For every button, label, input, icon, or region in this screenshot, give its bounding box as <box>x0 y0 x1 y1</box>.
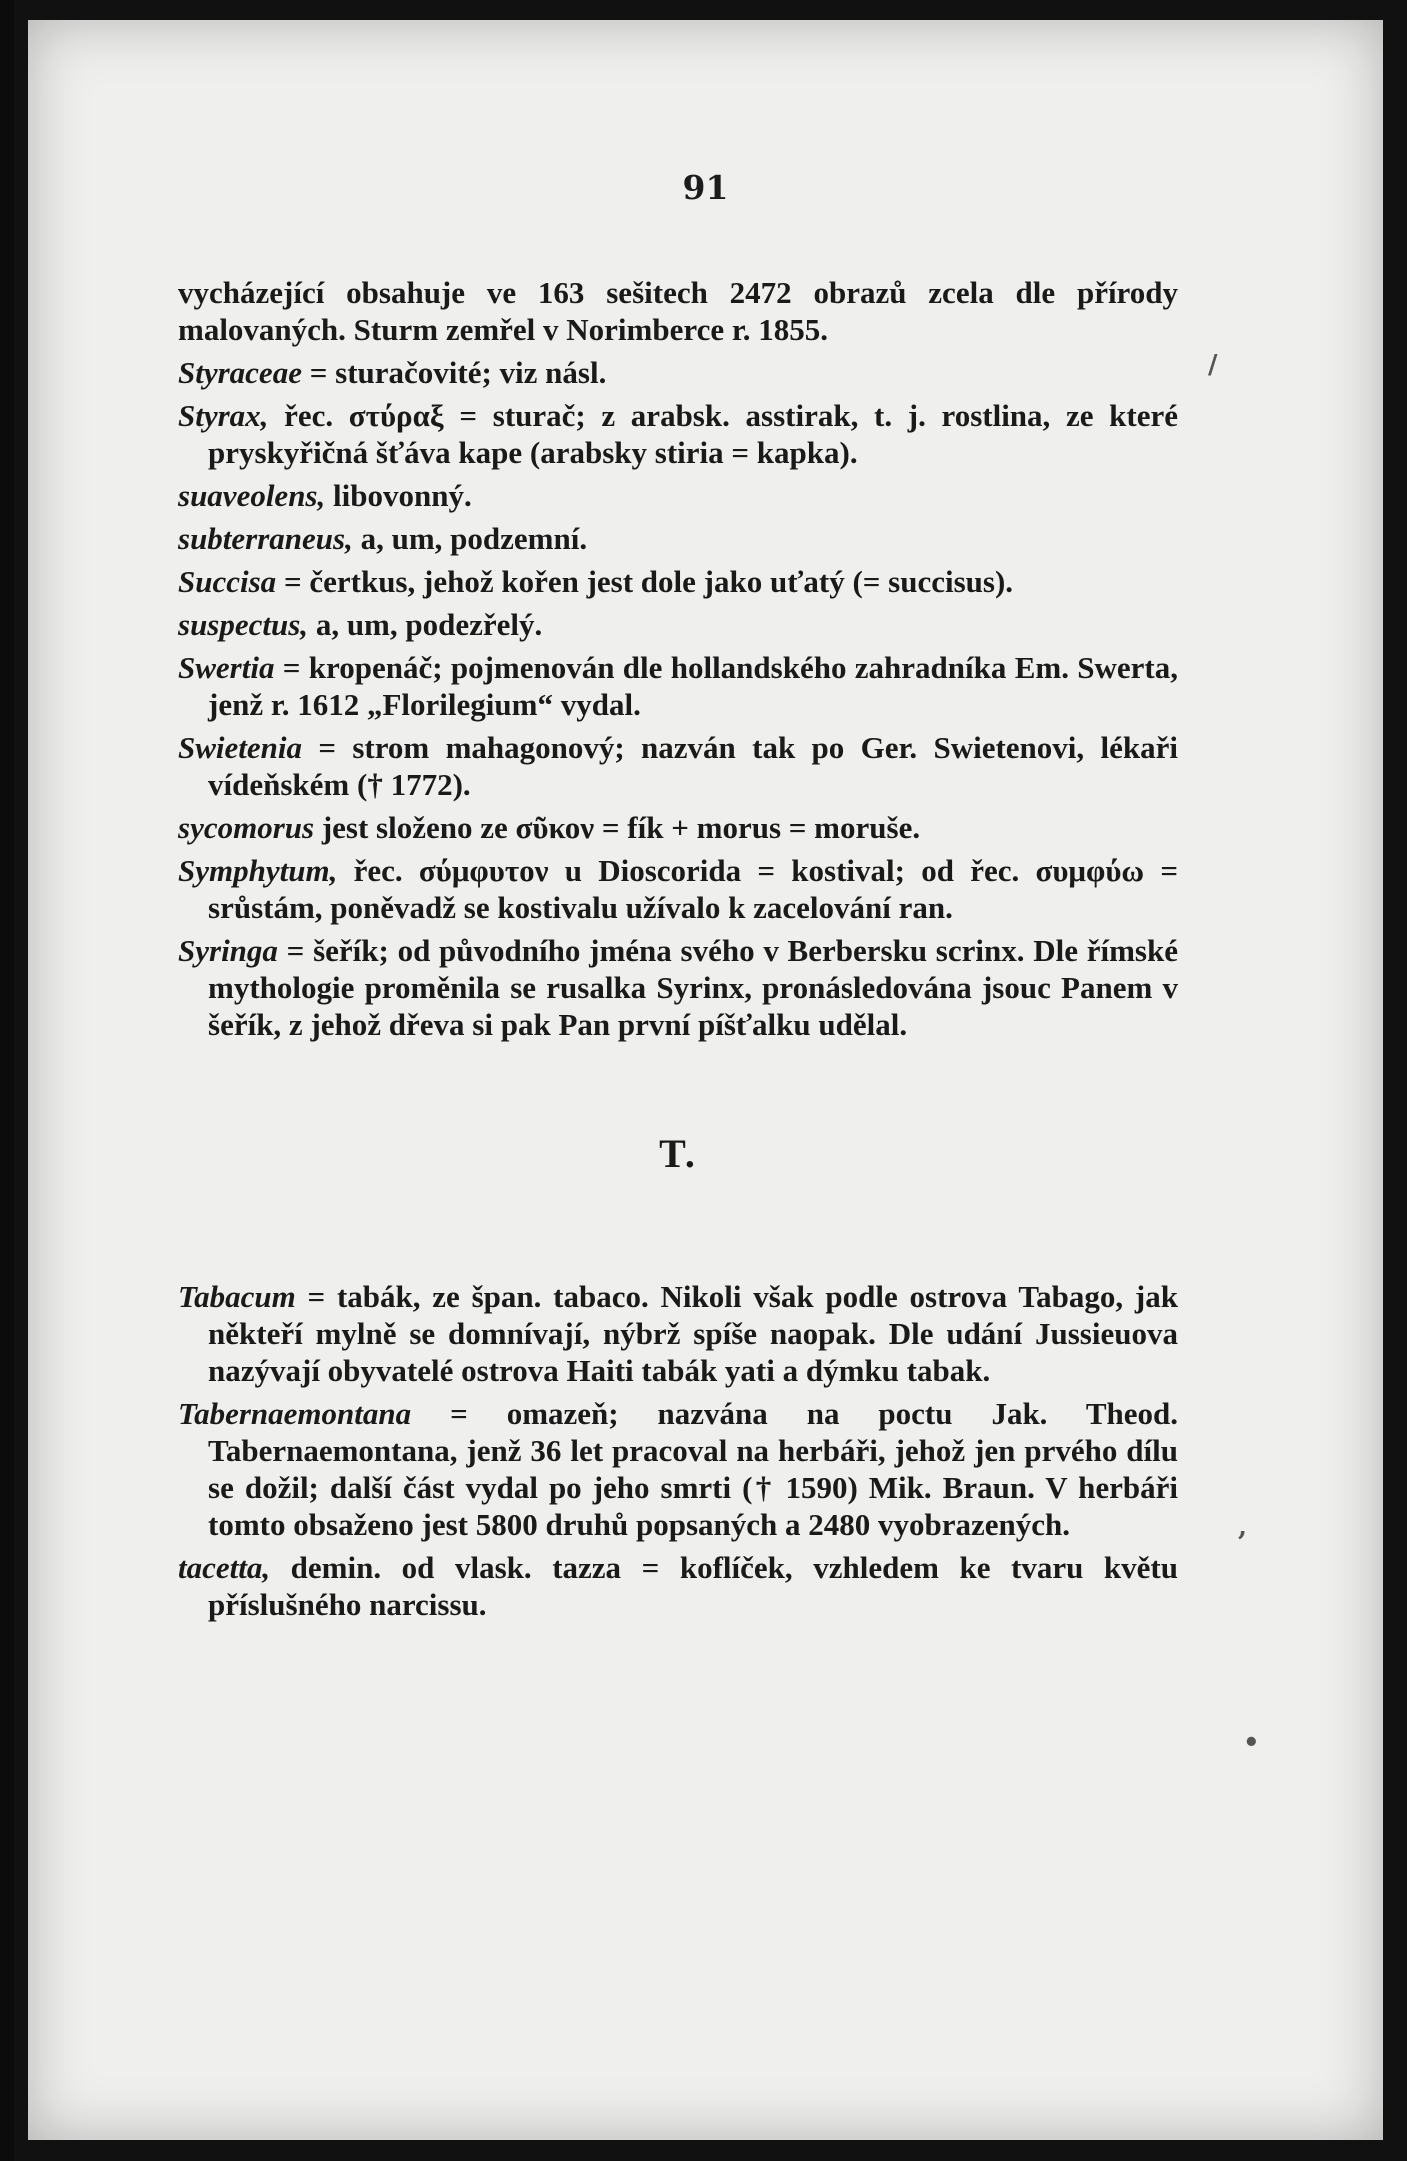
scan-edge <box>0 0 14 2161</box>
entry-headword: Swietenia <box>178 730 303 765</box>
dictionary-entry <box>178 397 1178 471</box>
entry-headword: Styraceae <box>178 355 302 390</box>
dictionary-entry <box>178 520 1178 557</box>
entry-text: = šeřík; od původního jména svého v Berbersku scrinx. Dle římské mythologie proměnila se rusalka Syrinx, pronásledována jsouc Panem v šeřík, z jehož dřeva si pak Pan první píšťalku udělal. <box>208 933 1178 1042</box>
entry-text: řec. στύραξ = sturač; z arabsk. asstirak, t. j. rostlina, ze které pryskyřičná šťáva kape (arabsky stiria = kapka). <box>208 398 1178 470</box>
entries-s <box>178 274 1178 1043</box>
dictionary-entry <box>178 274 1178 348</box>
margin-mark: • <box>1243 1728 1260 1758</box>
entry-headword: subterraneus, <box>178 521 353 556</box>
entry-text: demin. od vlask. tazza = koflíček, vzhledem ke tvaru květu příslušného narcissu. <box>208 1550 1178 1622</box>
dictionary-entry <box>178 932 1178 1043</box>
entry-text: vycházející obsahuje ve 163 sešitech 2472 obrazů zcela dle přírody malovaných. Sturm zemřel v Norimberce r. 1855. <box>178 275 1178 347</box>
entry-text: řec. σύμφυτον u Dioscorida = kostival; od řec. συμφύω = srůstám, poněvadž se kostivalu užívalo k zacelování ran. <box>208 853 1178 925</box>
margin-mark: / <box>1208 350 1218 380</box>
dictionary-entry <box>178 563 1178 600</box>
entry-text: jest složeno ze σῦκον = fík + morus = moruše. <box>314 810 921 845</box>
dictionary-entry <box>178 1278 1178 1389</box>
dictionary-entry <box>178 477 1178 514</box>
dictionary-entry <box>178 809 1178 846</box>
page-content <box>178 274 1178 1629</box>
dictionary-entry <box>178 852 1178 926</box>
entry-text: a, um, podezřelý. <box>308 607 543 642</box>
dictionary-entry <box>178 729 1178 803</box>
entry-headword: Tabernaemontana <box>178 1396 412 1431</box>
book-page <box>28 20 1383 2140</box>
entry-headword: Syringa <box>178 933 278 968</box>
entry-headword: tacetta, <box>178 1550 271 1585</box>
dictionary-entry <box>178 606 1178 643</box>
entry-headword: Styrax, <box>178 398 269 433</box>
entry-text: libovonný. <box>325 478 472 513</box>
dictionary-entry <box>178 354 1178 391</box>
dictionary-entry <box>178 649 1178 723</box>
entry-headword: sycomorus <box>178 810 315 845</box>
entry-text: = omazeň; nazvána na poctu Jak. Theod. Tabernaemontana, jenž 36 let pracoval na herbáři, jehož jen prvého dílu se dožil; další část vydal po jeho smrti († 1590) Mik. Braun. V herbáři tomto obsaženo jest 5800 druhů popsaných a 2480 vyobrazených. <box>208 1396 1178 1542</box>
entry-text: = tabák, ze špan. tabaco. Nikoli však podle ostrova Tabago, jak někteří mylně se domnívají, nýbrž spíše naopak. Dle udání Jussieuova nazývají obyvatelé ostrova Haiti tabák yati a dýmku tabak. <box>208 1279 1178 1388</box>
entry-headword: Succisa <box>178 564 277 599</box>
entry-text: = čertkus, jehož kořen jest dole jako uťatý (= succisus). <box>276 564 1014 599</box>
section-heading-t: T. <box>659 1131 697 1176</box>
entry-headword: Tabacum <box>178 1279 296 1314</box>
entry-text: = sturačovité; viz násl. <box>301 355 607 390</box>
dictionary-entry <box>178 1395 1178 1543</box>
page-number: 91 <box>682 168 729 207</box>
entry-text: a, um, podzemní. <box>352 521 588 556</box>
entries-t <box>178 1278 1178 1623</box>
entry-headword: suspectus, <box>178 607 309 642</box>
entry-text: = strom mahagonový; nazván tak po Ger. Swietenovi, lékaři vídeňském († 1772). <box>208 730 1178 802</box>
entry-headword: Swertia <box>178 650 275 685</box>
entry-text: = kropenáč; pojmenován dle hollandského zahradníka Em. Swerta, jenž r. 1612 „Florilegium“ vydal. <box>208 650 1178 722</box>
entry-headword: suaveolens, <box>178 478 326 513</box>
margin-mark: , <box>1238 1512 1248 1542</box>
dictionary-entry <box>178 1549 1178 1623</box>
entry-headword: Symphytum, <box>178 853 338 888</box>
